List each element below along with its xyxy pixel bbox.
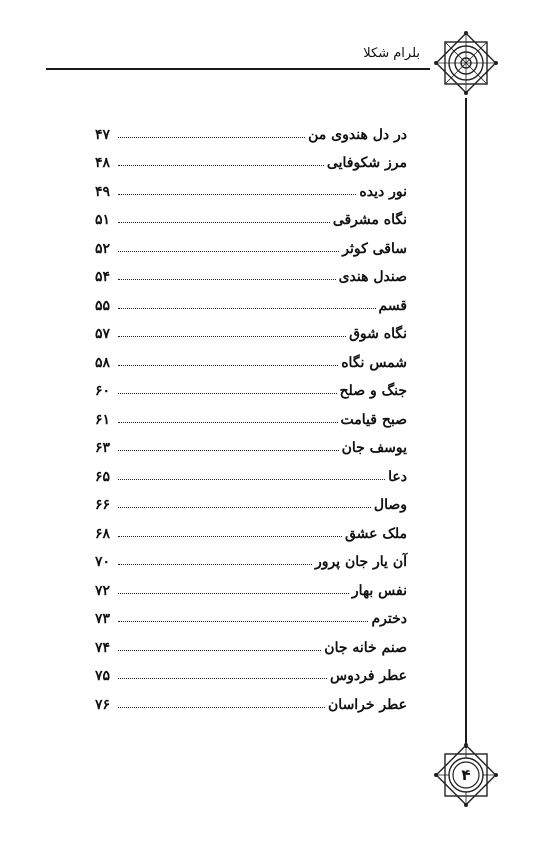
toc-entry-page: ۵۱: [95, 212, 111, 228]
dot-leader: [118, 621, 368, 622]
toc-entry[interactable]: [95, 370, 407, 399]
toc-entry-title: نفس بهار: [351, 582, 407, 599]
toc-entry-title: ساقی کوثر: [342, 240, 407, 257]
dot-leader: [118, 479, 385, 480]
toc-entry[interactable]: [95, 199, 407, 228]
header-title: بلرام شکلا: [363, 46, 420, 61]
dot-leader: [118, 308, 376, 309]
toc-entry-page: ۵۲: [95, 240, 111, 257]
toc-entry-page: ۶۸: [95, 525, 111, 542]
dot-leader: [118, 707, 325, 708]
toc-entry-page: ۶۵: [95, 468, 111, 485]
margin-rule: [465, 98, 467, 748]
dot-leader: [118, 507, 371, 508]
toc-entry-title: شمس نگاه: [341, 354, 407, 371]
toc-entry[interactable]: [95, 170, 407, 199]
dot-leader: [118, 194, 356, 195]
dot-leader: [118, 137, 305, 138]
toc-entry-title: در دل هندوی من: [308, 126, 407, 143]
header-rule: [46, 68, 430, 70]
toc-entry-page: ۷۵: [95, 668, 111, 684]
dot-leader: [118, 279, 336, 280]
toc-entry-page: ۵۴: [95, 269, 111, 285]
page-number: ۴: [461, 766, 471, 784]
dot-leader: [118, 564, 312, 565]
dot-leader: [118, 650, 321, 651]
toc-entry-page: ۷۲: [95, 582, 111, 599]
toc-entry-title: وصال: [373, 497, 407, 513]
dot-leader: [118, 593, 349, 594]
toc-entry-title: آن یار جان پرور: [314, 554, 407, 570]
toc-entry-page: ۴۸: [95, 155, 111, 171]
toc-entry-page: ۶۱: [95, 411, 111, 428]
toc-entry-title: ملک عشق: [344, 525, 407, 542]
toc-entry[interactable]: [95, 655, 407, 684]
toc-entry-title: نگاه مشرقی: [332, 212, 407, 228]
dot-leader: [118, 536, 342, 537]
toc-entry[interactable]: [95, 484, 407, 513]
toc-entry[interactable]: [95, 256, 407, 285]
toc-entry-title: صبح قیامت: [340, 411, 407, 428]
toc-entry-title: مرز شکوفایی: [326, 155, 407, 171]
toc-entry-title: نور دیده: [359, 183, 407, 200]
toc-entry-title: عطر خراسان: [328, 696, 407, 713]
toc-entry[interactable]: [95, 313, 407, 342]
toc-entry-title: دعا: [388, 468, 407, 485]
toc-entry[interactable]: [95, 113, 407, 142]
toc-entry-title: صنم خانه جان: [324, 639, 407, 656]
dot-leader: [118, 450, 339, 451]
toc-entry-title: عطر فردوس: [330, 668, 407, 684]
toc-entry-title: نگاه شوق: [349, 326, 407, 342]
toc-entry-page: ۷۰: [95, 554, 111, 570]
toc-entry[interactable]: [95, 683, 407, 712]
toc-entry[interactable]: [95, 142, 407, 171]
toc-entry[interactable]: [95, 512, 407, 541]
toc-entry[interactable]: [95, 569, 407, 598]
toc-entry[interactable]: [95, 284, 407, 313]
dot-leader: [118, 336, 346, 337]
dot-leader: [118, 678, 327, 679]
toc-entry-title: دخترم: [371, 611, 407, 627]
dot-leader: [118, 165, 324, 166]
toc-entry-page: ۵۵: [95, 297, 111, 314]
toc-entry-page: ۴۹: [95, 183, 111, 200]
toc-entry[interactable]: [95, 598, 407, 627]
toc-entry-page: ۵۷: [95, 326, 111, 342]
table-of-contents: [95, 113, 407, 712]
toc-entry-title: یوسف جان: [341, 440, 407, 456]
toc-entry-page: ۴۷: [95, 126, 111, 143]
toc-entry[interactable]: [95, 541, 407, 570]
dot-leader: [118, 422, 338, 423]
dot-leader: [118, 222, 330, 223]
toc-entry-page: ۷۴: [95, 639, 111, 656]
dot-leader: [118, 393, 337, 394]
toc-entry[interactable]: [95, 626, 407, 655]
toc-entry-page: ۶۳: [95, 440, 111, 456]
toc-entry[interactable]: [95, 455, 407, 484]
rosette-ornament-icon: [431, 28, 501, 98]
dot-leader: [118, 251, 339, 252]
toc-entry[interactable]: [95, 427, 407, 456]
toc-entry-page: ۶۶: [95, 497, 111, 513]
toc-entry-page: ۵۸: [95, 354, 111, 371]
toc-entry-title: جنگ و صلح: [339, 383, 407, 399]
toc-entry-title: قسم: [378, 297, 407, 314]
dot-leader: [118, 365, 338, 366]
toc-entry-page: ۷۳: [95, 611, 111, 627]
toc-entry-page: ۶۰: [95, 383, 111, 399]
toc-entry-title: صندل هندی: [338, 269, 407, 285]
toc-entry[interactable]: [95, 398, 407, 427]
toc-entry-page: ۷۶: [95, 696, 111, 713]
toc-entry[interactable]: [95, 227, 407, 256]
toc-entry[interactable]: [95, 341, 407, 370]
